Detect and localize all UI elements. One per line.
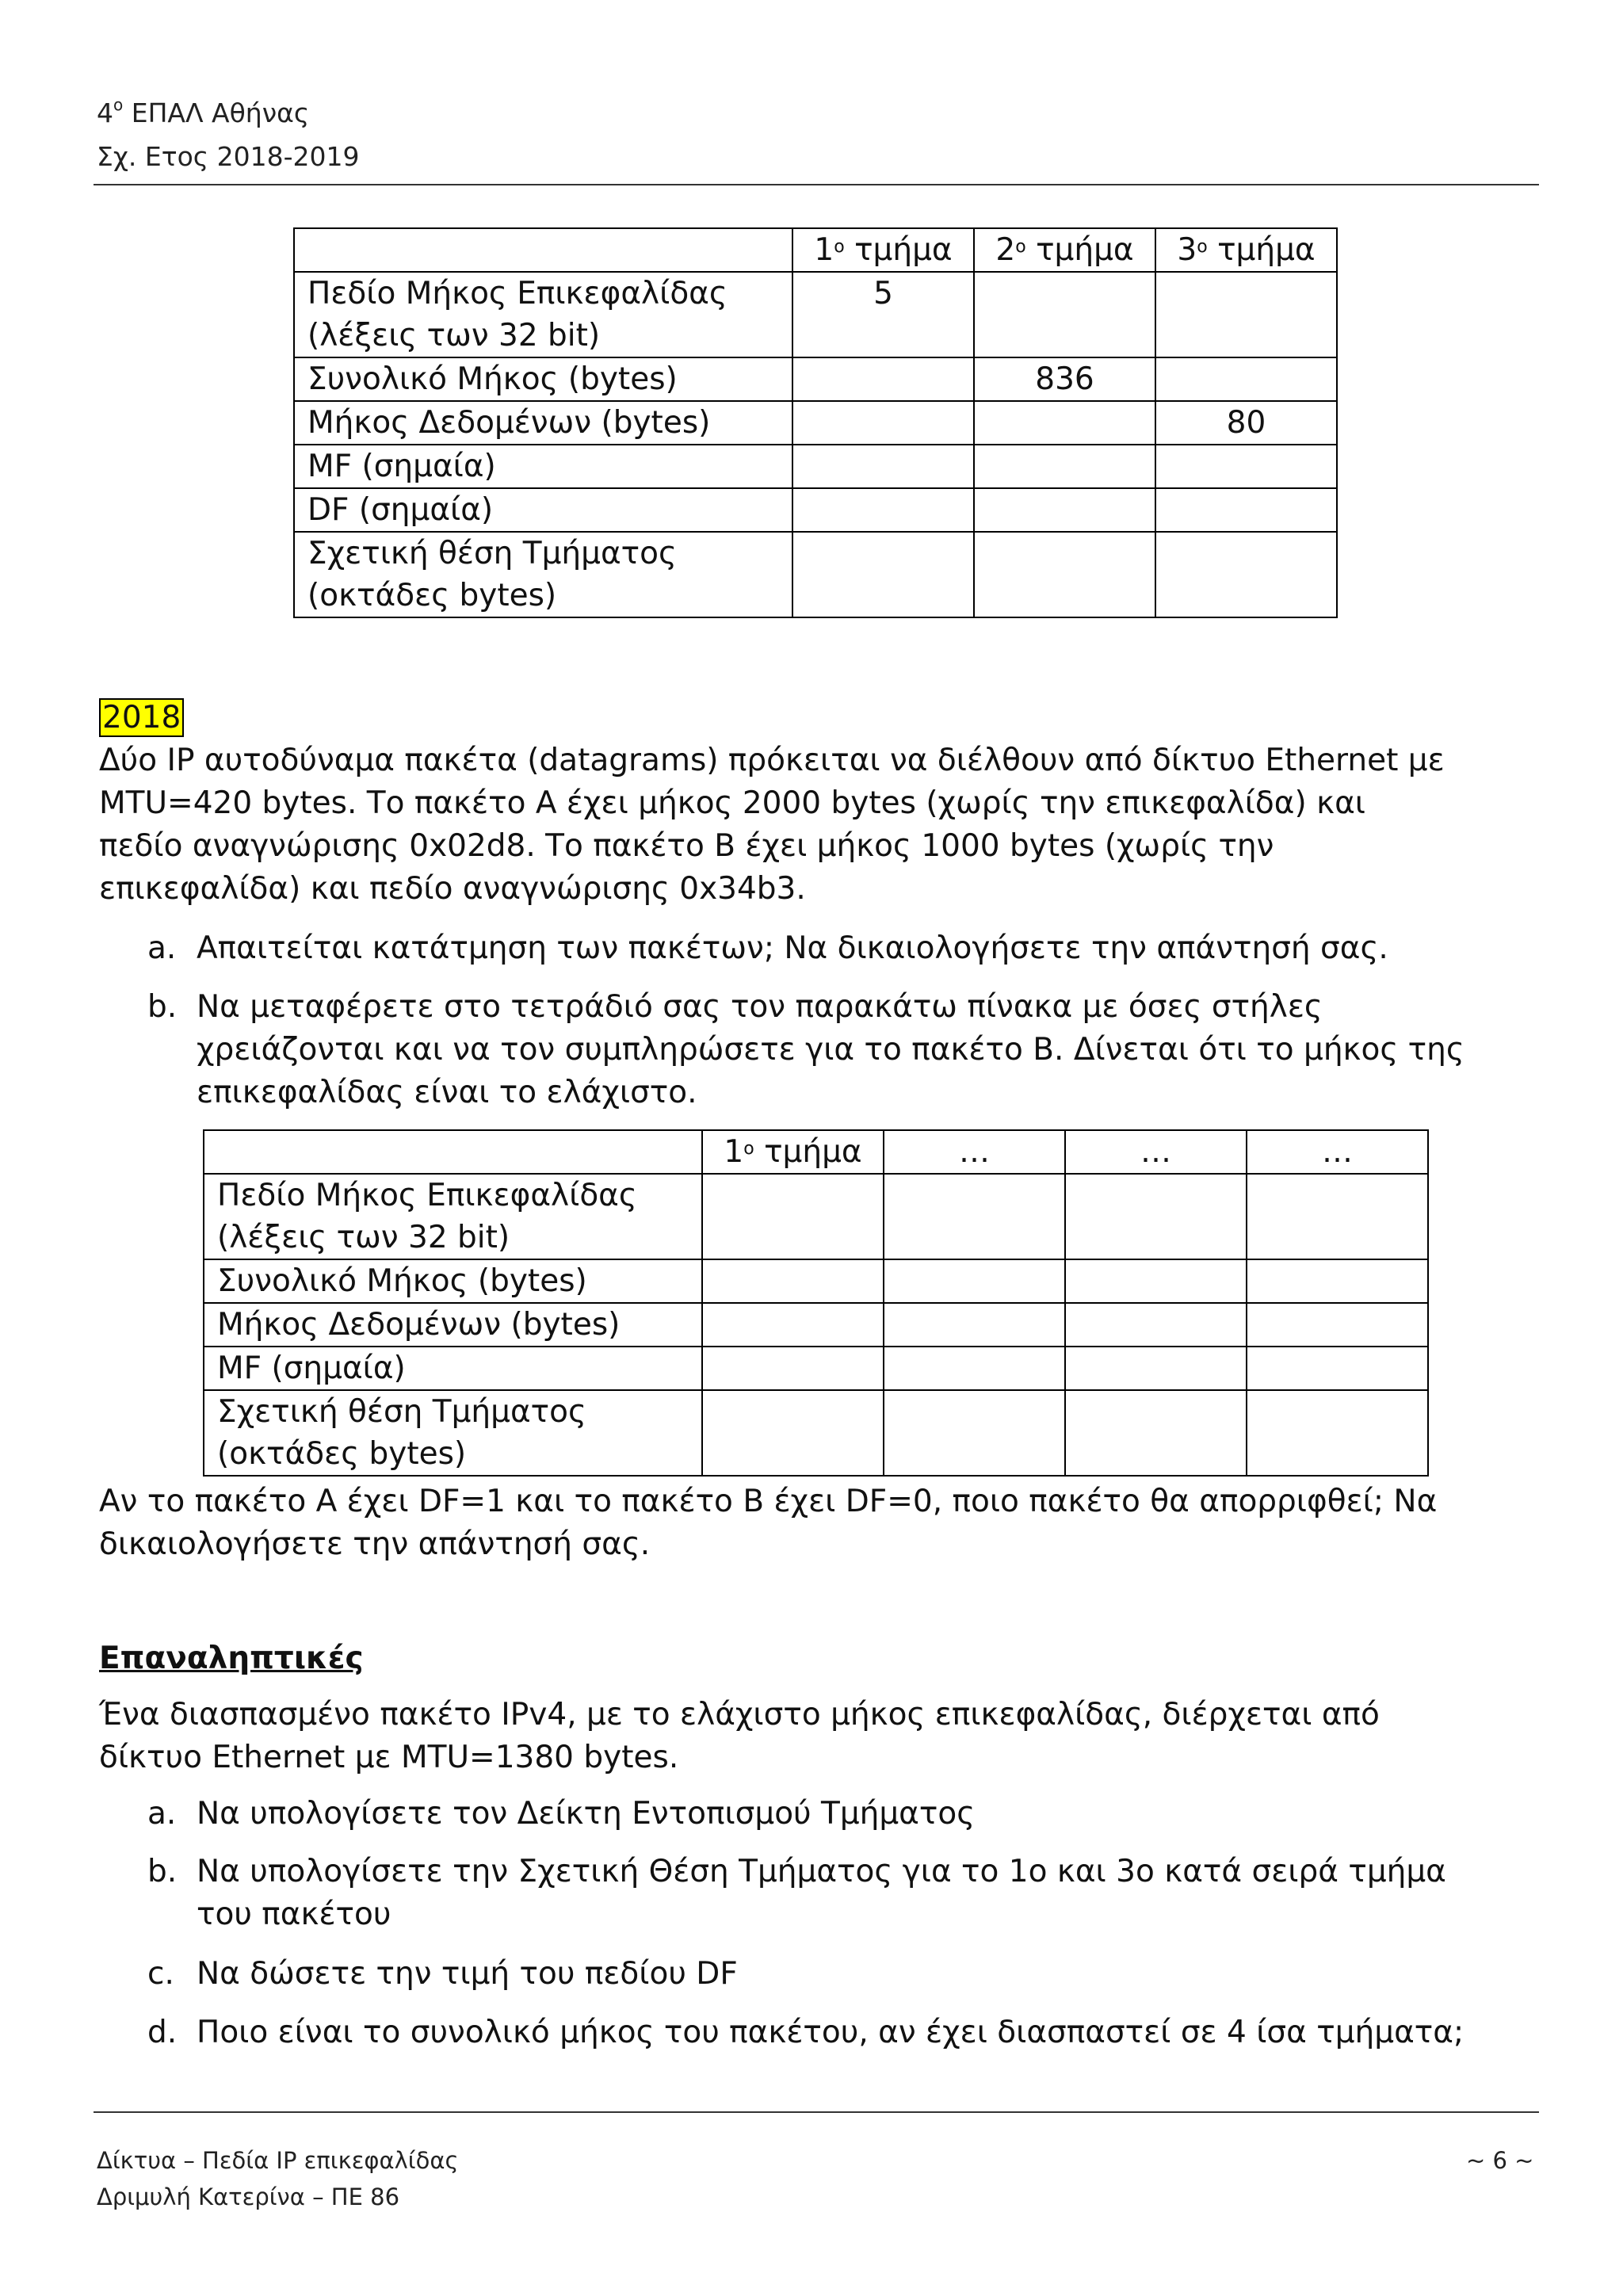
table-cell: [884, 1390, 1065, 1476]
table-cell: [1247, 1390, 1428, 1476]
table-header-row: [294, 228, 1337, 272]
table-cell: [884, 1259, 1065, 1303]
question-item-b: [147, 986, 1479, 1114]
table-column-header: $1^o$ τμήμα: [702, 1130, 884, 1174]
table-cell: [792, 532, 974, 617]
table-cell: [974, 272, 1155, 357]
table-row-label: Συνολικό Μήκος (bytes): [294, 357, 792, 401]
table-cell: [702, 1174, 884, 1259]
header-school: [97, 95, 310, 128]
table-cell: [1247, 1174, 1428, 1259]
list-marker: b.: [147, 1854, 178, 1889]
header-year: Σχ. Ετος 2018-2019: [97, 141, 360, 172]
table-row-label: Συνολικό Μήκος (bytes): [204, 1259, 702, 1303]
table-corner-cell: [294, 228, 792, 272]
table-row-label: Μήκος Δεδομένων (bytes): [294, 401, 792, 445]
list-text: Ποιο είναι το συνολικό μήκος του πακέτου, αν έχει διασπαστεί σε 4 ίσα τμήματα;: [197, 2015, 1465, 2050]
table-row: [294, 272, 1337, 357]
school-number: 4: [97, 97, 113, 128]
list-marker: a.: [147, 930, 177, 966]
section-title: Επαναληπτικές: [99, 1641, 364, 1676]
table-cell: [1065, 1390, 1247, 1476]
table-cell: [792, 445, 974, 488]
table-cell: [792, 488, 974, 532]
table-row: [204, 1390, 1428, 1476]
table-cell: [884, 1347, 1065, 1390]
table-cell: [792, 401, 974, 445]
list-text: Να μεταφέρετε στο τετράδιό σας τον παρακάτω πίνακα με όσες στήλες χρειάζονται και να τον συμπληρώσετε για το πακέτο Β. Δίνεται ότι το μήκος της επικεφαλίδας είναι το ελάχιστο.: [197, 989, 1465, 1110]
school-superscript: ο: [113, 95, 124, 114]
table-cell: [884, 1303, 1065, 1347]
table-cell: [974, 445, 1155, 488]
table-cell: [1247, 1259, 1428, 1303]
list-text: Να υπολογίσετε την Σχετική Θέση Τμήματος για το 1ο και 3ο κατά σειρά τμήμα του πακέτου: [197, 1854, 1446, 1932]
table-cell: [1155, 445, 1337, 488]
table-cell: 80: [1155, 401, 1337, 445]
exercise-item-c: [147, 1953, 1479, 1996]
table-column-header: $3^o$ τμήμα: [1155, 228, 1337, 272]
table-row: [294, 532, 1337, 617]
table-cell: [1247, 1303, 1428, 1347]
table-header-row: [204, 1130, 1428, 1174]
table-row-label: Πεδίο Μήκος Επικεφαλίδας (λέξεις των 32 bit): [294, 272, 792, 357]
list-text: Απαιτείται κατάτμηση των πακέτων; Να δικαιολογήσετε την απάντησή σας.: [197, 930, 1388, 966]
list-text: Να υπολογίσετε τον Δείκτη Εντοπισμού Τμήματος: [197, 1796, 976, 1832]
list-text: Να δώσετε την τιμή του πεδίου DF: [197, 1956, 738, 1992]
table-cell: [884, 1174, 1065, 1259]
table-row: [294, 488, 1337, 532]
section-intro: Ένα διασπασμένο πακέτο IPv4, με το ελάχιστο μήκος επικεφαλίδας, διέρχεται από δίκτυο Ethernet με MTU=1380 bytes.: [99, 1697, 1380, 1775]
table-column-header: $2^o$ τμήμα: [974, 228, 1155, 272]
table-cell: [1155, 488, 1337, 532]
exercise-item-b: [147, 1851, 1479, 1936]
table-cell: [974, 532, 1155, 617]
table-row: [204, 1347, 1428, 1390]
list-marker: b.: [147, 989, 178, 1025]
footer-author: Δριμυλή Κατερίνα – ΠΕ 86: [97, 2183, 400, 2210]
table-cell: [1065, 1174, 1247, 1259]
table-row: [294, 445, 1337, 488]
table-cell: [1247, 1347, 1428, 1390]
table-cell: [702, 1390, 884, 1476]
table-row: [204, 1174, 1428, 1259]
table-row-label: Πεδίο Μήκος Επικεφαλίδας (λέξεις των 32 bit): [204, 1174, 702, 1259]
table-row-label: Σχετική θέση Τμήματος (οκτάδες bytes): [294, 532, 792, 617]
table-column-header: …: [1247, 1130, 1428, 1174]
table-cell: [702, 1303, 884, 1347]
school-name: ΕΠΑΛ Αθήνας: [123, 97, 310, 128]
table-cell: [1155, 532, 1337, 617]
table-cell: [974, 401, 1155, 445]
question-intro: Δύο IP αυτοδύναμα πακέτα (datagrams) πρόκειται να διέλθουν από δίκτυο Ethernet με MTU=420 bytes. Το πακέτο Α έχει μήκος 2000 bytes (χωρίς την επικεφαλίδα) και πεδίο αναγνώρισης 0x02d8. Το πακέτο Β έχει μήκος 1000 bytes (χωρίς την επικεφαλίδα) και πεδίο αναγνώρισης 0x34b3.: [99, 743, 1445, 907]
question-item-a: [147, 927, 1479, 970]
year-highlight: 2018: [99, 698, 184, 737]
exercise-item-d: [147, 2011, 1479, 2054]
table-cell: [702, 1347, 884, 1390]
table-row-label: Μήκος Δεδομένων (bytes): [204, 1303, 702, 1347]
page-number: ~ 6 ~: [1466, 2147, 1534, 2174]
footer-course: Δίκτυα – Πεδία IP επικεφαλίδας: [97, 2147, 459, 2174]
table-cell: [792, 357, 974, 401]
table-row-label: MF (σημαία): [204, 1347, 702, 1390]
table-cell: 836: [974, 357, 1155, 401]
header-divider: [94, 184, 1539, 185]
list-marker: c.: [147, 1956, 174, 1992]
footer-divider: [94, 2111, 1539, 2113]
fragment-table-2: [203, 1129, 1429, 1477]
table-row-label: DF (σημαία): [294, 488, 792, 532]
table-cell: [1065, 1303, 1247, 1347]
table-corner-cell: [204, 1130, 702, 1174]
table-row: [294, 357, 1337, 401]
table-row: [204, 1303, 1428, 1347]
table-cell: [1065, 1347, 1247, 1390]
table-row: [204, 1259, 1428, 1303]
table-column-header: …: [884, 1130, 1065, 1174]
table-cell: 5: [792, 272, 974, 357]
list-marker: d.: [147, 2015, 178, 2050]
table-cell: [1065, 1259, 1247, 1303]
table-row-label: MF (σημαία): [294, 445, 792, 488]
table-cell: [1155, 272, 1337, 357]
question-followup: Αν το πακέτο Α έχει DF=1 και το πακέτο Β έχει DF=0, ποιο πακέτο θα απορριφθεί; Να δικαιολογήσετε την απάντησή σας.: [99, 1484, 1438, 1562]
list-marker: a.: [147, 1796, 177, 1832]
table-cell: [1155, 357, 1337, 401]
table-row-label: Σχετική θέση Τμήματος (οκτάδες bytes): [204, 1390, 702, 1476]
table-column-header: …: [1065, 1130, 1247, 1174]
table-row: [294, 401, 1337, 445]
table-cell: [974, 488, 1155, 532]
table-cell: [702, 1259, 884, 1303]
table-column-header: $1^o$ τμήμα: [792, 228, 974, 272]
year-label: [99, 697, 1446, 739]
fragment-table-1: [293, 227, 1338, 618]
exercise-item-a: [147, 1793, 1479, 1836]
